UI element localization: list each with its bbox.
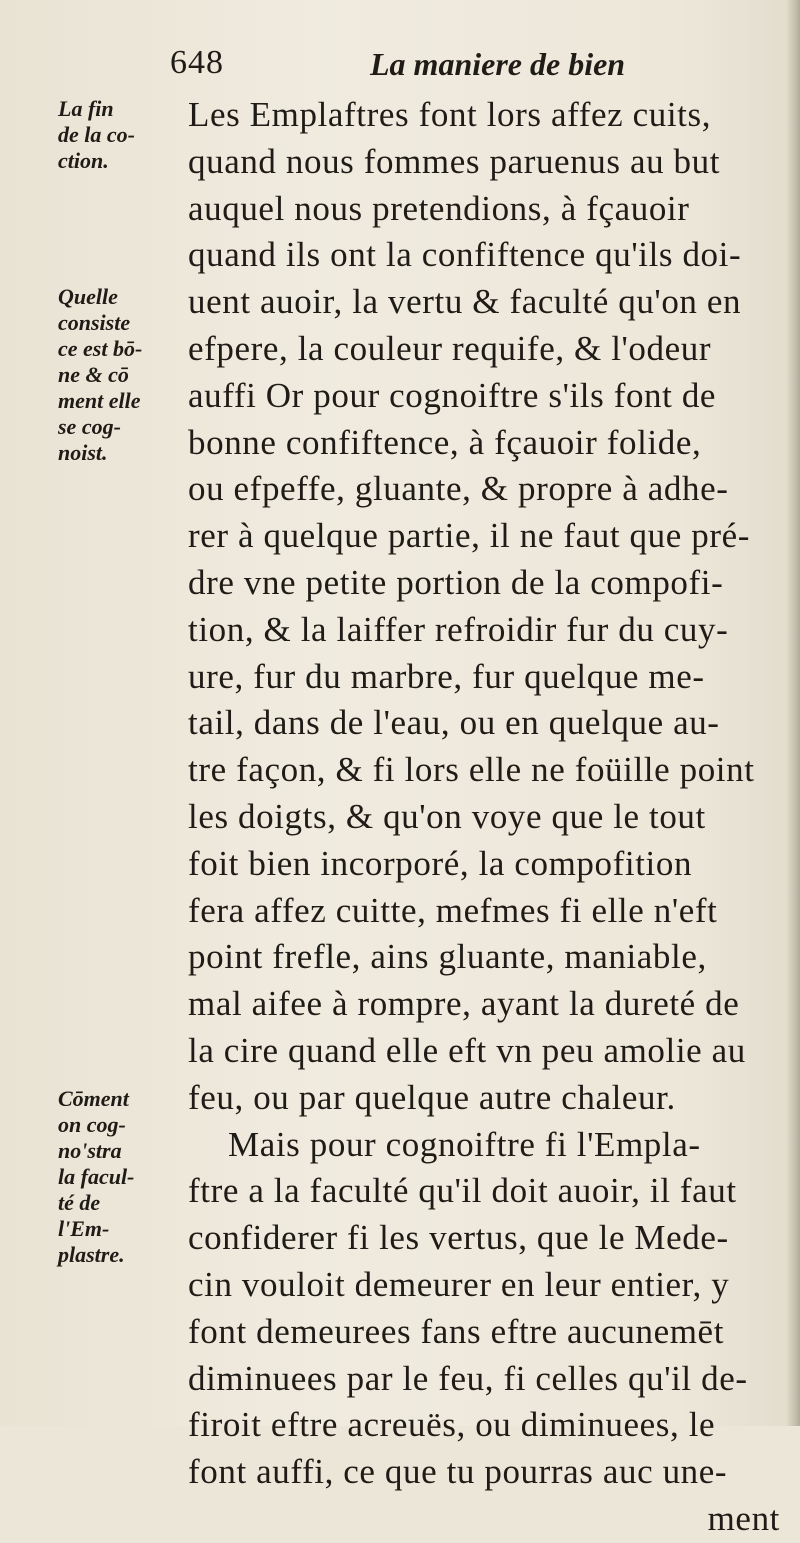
margin-note-line: on cog-: [58, 1112, 126, 1137]
margin-note-line: no'stra: [58, 1138, 122, 1163]
text-line: dre vne petite portion de la compofi-: [188, 562, 724, 602]
text-line: foit bien incorporé, la compofition: [188, 843, 693, 883]
margin-note-3: [58, 1086, 134, 1268]
text-line: feu, ou par quelque autre chaleur.: [188, 1077, 676, 1117]
running-head: La maniere de bien: [370, 46, 626, 82]
margin-note-line: la facul-: [58, 1164, 135, 1189]
text-line: ou efpeffe, gluante, & propre à adhe-: [188, 469, 729, 509]
text-line: auffi Or pour cognoiftre s'ils font de: [188, 375, 717, 415]
text-line: fera affez cuitte, mefmes fi elle n'eft: [188, 890, 718, 930]
margin-note-line: noist.: [58, 440, 108, 465]
margin-note-line: té de: [58, 1190, 101, 1215]
margin-note-line: ment elle: [58, 388, 141, 413]
margin-note-line: ce est bō-: [58, 336, 143, 361]
margin-note-line: ction.: [58, 148, 109, 173]
text-line: point frefle, ains gluante, maniable,: [188, 937, 707, 977]
text-line: mal aifee à rompre, ayant la dureté de: [188, 984, 740, 1024]
text-line: bonne confiftence, à fçauoir folide,: [188, 422, 702, 462]
text-line: quand nous fommes paruenus au but: [188, 141, 721, 181]
body-text: [188, 92, 788, 1543]
margin-note-1: [58, 96, 135, 174]
page-number: 648: [170, 44, 224, 81]
margin-note-2: [58, 284, 142, 466]
text-line: confiderer fi les vertus, que le Mede-: [188, 1218, 729, 1258]
margin-note-line: La fin: [58, 96, 114, 121]
text-line: firoit eftre acreuës, ou diminuees, le: [188, 1405, 716, 1445]
text-line: efpere, la couleur requife, & l'odeur: [188, 328, 712, 368]
margin-note-line: plastre.: [58, 1242, 125, 1267]
text-line: rer à quelque partie, il ne faut que pré-: [188, 516, 750, 556]
margin-note-line: de la co-: [58, 122, 135, 147]
text-line: Les Emplaftres font lors affez cuits,: [188, 95, 712, 134]
text-line: tion, & la laiffer refroidir fur du cuy-: [188, 609, 729, 649]
text-line: les doigts, & qu'on voye que le tout: [188, 796, 706, 836]
text-line: ure, fur du marbre, fur quelque me-: [188, 656, 705, 696]
text-line: tre façon, & fi lors elle ne foüille point: [188, 750, 755, 790]
page-header: [170, 44, 710, 90]
text-line: uent auoir, la vertu & faculté qu'on en: [188, 282, 742, 322]
text-line: Mais pour cognoiftre fi l'Empla-: [228, 1124, 701, 1164]
margin-note-line: Quelle: [58, 284, 118, 309]
page-edge-shadow: [786, 0, 800, 1426]
text-line: tail, dans de l'eau, ou en quelque au-: [188, 703, 720, 743]
text-line: auquel nous pretendions, à fçauoir: [188, 188, 690, 228]
text-line: font demeurees fans eftre aucunemēt: [188, 1311, 725, 1351]
text-line: font auffi, ce que tu pourras auc une-: [188, 1452, 728, 1492]
text-line: diminuees par le feu, fi celles qu'il de-: [188, 1358, 748, 1398]
text-line: ftre a la faculté qu'il doit auoir, il faut: [188, 1171, 737, 1211]
text-line: quand ils ont la confiftence qu'ils doi-: [188, 235, 742, 275]
margin-note-line: l'Em-: [58, 1216, 110, 1241]
margin-note-line: se cog-: [58, 414, 121, 439]
margin-note-line: Cōment: [58, 1086, 129, 1111]
text-line: ment: [707, 1498, 780, 1538]
margin-note-line: consiste: [58, 310, 131, 335]
margin-note-line: ne & cō: [58, 362, 129, 387]
text-line: cin vouloit demeurer en leur entier, y: [188, 1264, 730, 1304]
text-line: la cire quand elle eft vn peu amolie au: [188, 1030, 746, 1070]
